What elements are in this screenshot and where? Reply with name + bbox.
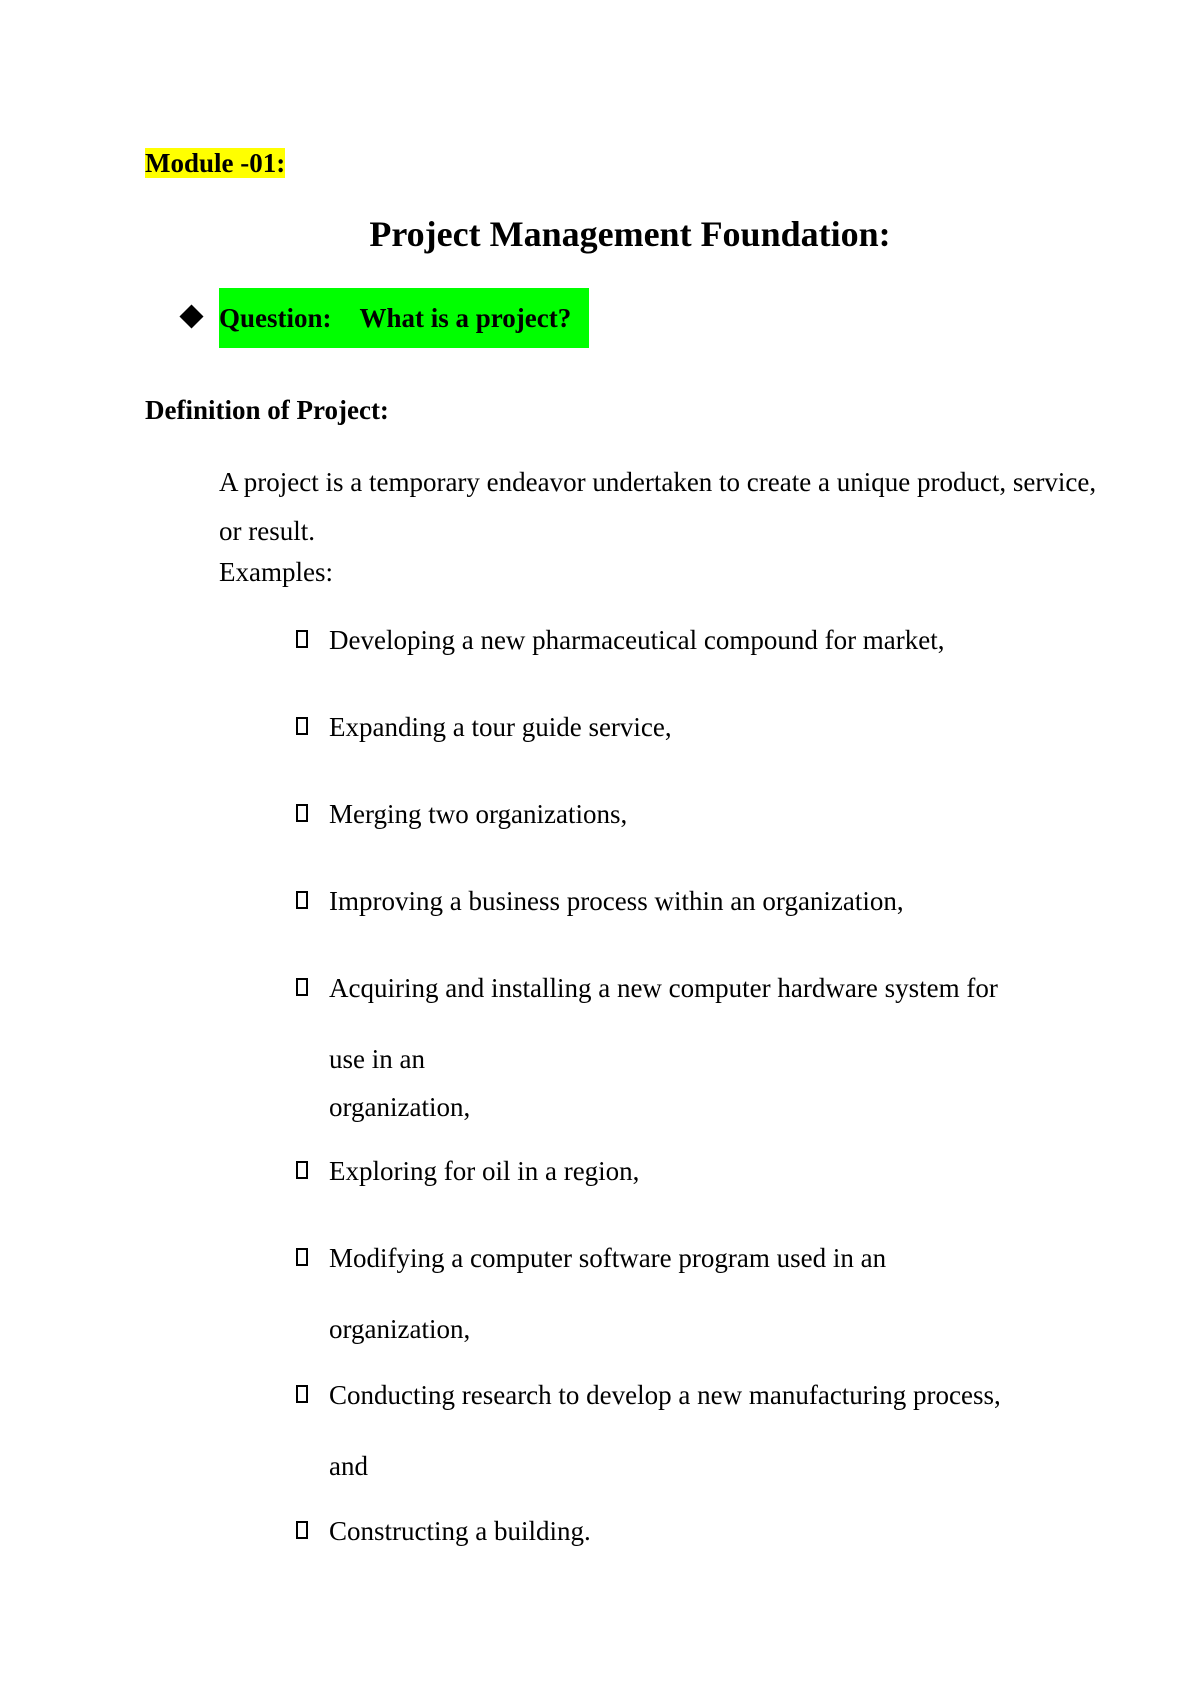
- definition-heading: Definition of Project:: [145, 395, 389, 425]
- list-item-text: Expanding a tour guide service,: [329, 712, 672, 742]
- page-title: Project Management Foundation:: [369, 214, 891, 254]
- list-item-continuation: organization,: [329, 1092, 471, 1122]
- list-item-continuation: and: [329, 1451, 368, 1481]
- list-item-text: Constructing a building.: [329, 1516, 591, 1546]
- checkbox-bullet-icon: [296, 1385, 308, 1403]
- module-label: [145, 146, 285, 180]
- list-item-text: Merging two organizations,: [329, 799, 628, 829]
- list-item-text: Acquiring and installing a new computer hardware system for: [329, 973, 998, 1003]
- checkbox-bullet-icon: [296, 1248, 308, 1266]
- checkbox-bullet-icon: [296, 978, 308, 996]
- checkbox-bullet-icon: [296, 1521, 308, 1539]
- definition-text: A project is a temporary endeavor undertaken to create a unique product, service, or result.: [219, 467, 1097, 546]
- checkbox-bullet-icon: [296, 1161, 308, 1179]
- list-item-text: Improving a business process within an organization,: [329, 886, 904, 916]
- checkbox-bullet-icon: [296, 804, 308, 822]
- checkbox-bullet-icon: [296, 630, 308, 648]
- list-item-continuation: use in an: [329, 1044, 425, 1074]
- list-item-text: Exploring for oil in a region,: [329, 1156, 640, 1186]
- question-text: What is a project?: [359, 303, 572, 333]
- list-item-text: Modifying a computer software program used in an: [329, 1243, 887, 1273]
- list-item-text: Developing a new pharmaceutical compound for market,: [329, 625, 945, 655]
- list-item-continuation: organization,: [329, 1314, 471, 1344]
- question-label: Question:: [219, 303, 332, 333]
- checkbox-bullet-icon: [296, 891, 308, 909]
- question-highlight: [219, 288, 589, 348]
- list-item-text: Conducting research to develop a new manufacturing process,: [329, 1380, 1001, 1410]
- diamond-bullet-icon: [179, 304, 203, 328]
- module-label-text: Module -01:: [145, 148, 286, 178]
- checkbox-bullet-icon: [296, 717, 308, 735]
- examples-label: Examples:: [219, 557, 333, 587]
